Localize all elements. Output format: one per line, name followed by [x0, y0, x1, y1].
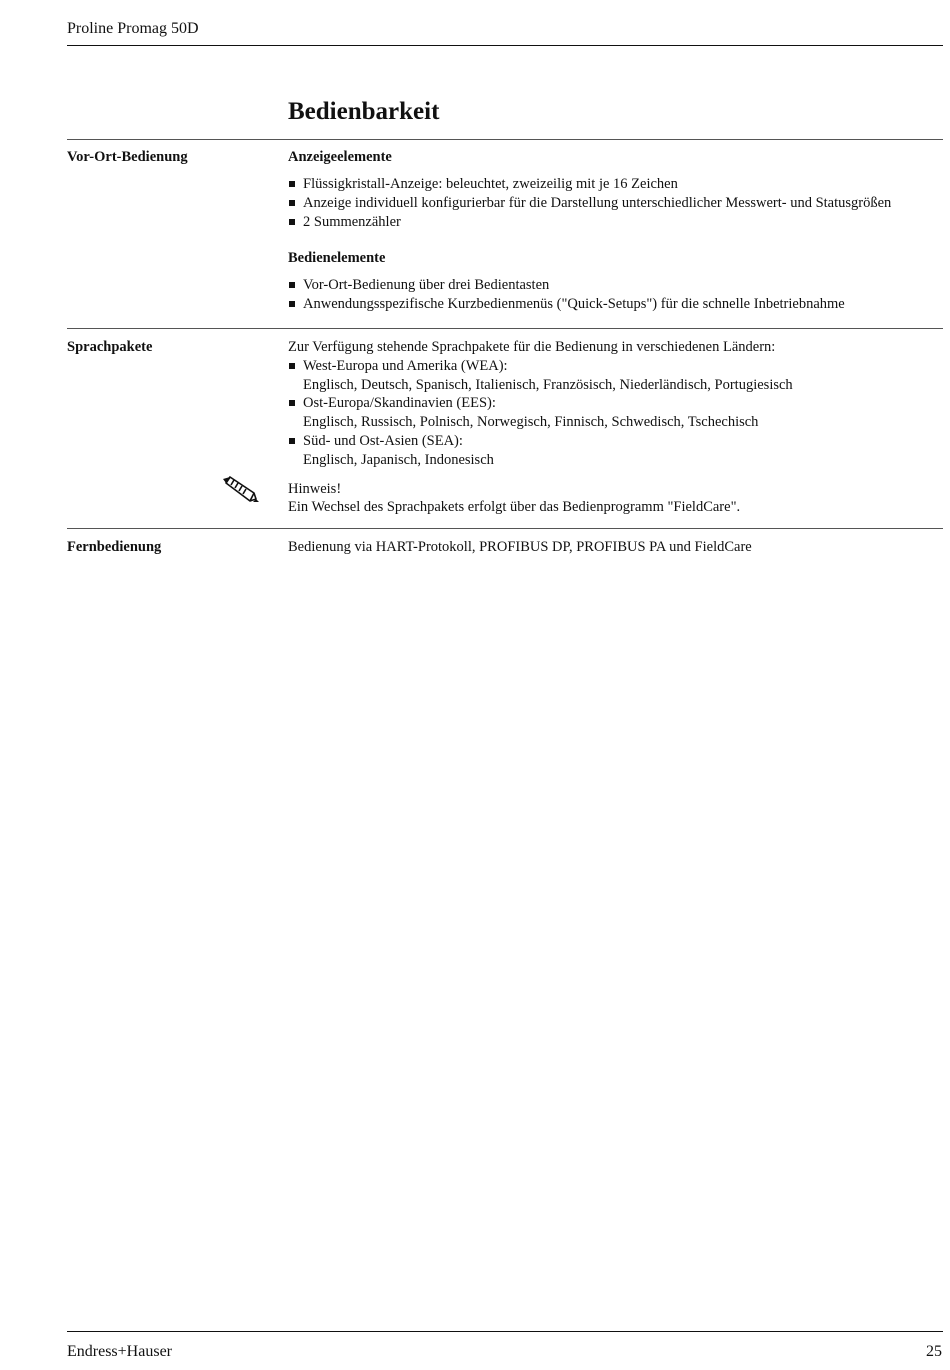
note-title: Hinweis!: [288, 480, 342, 497]
bullet-icon: [289, 438, 295, 444]
page-title: Bedienbarkeit: [288, 98, 440, 125]
control-elements-list: [288, 276, 943, 314]
footer-divider: [67, 1331, 943, 1332]
control-elements-heading: Bedienelemente: [288, 250, 386, 267]
list-item: Vor-Ort-Bedienung über drei Bedientasten: [288, 276, 943, 295]
bullet-icon: [289, 301, 295, 307]
bullet-icon: [289, 200, 295, 206]
display-elements-list: [288, 175, 943, 231]
section-divider: [67, 328, 943, 329]
section-label-remote-operation: Fernbedienung: [67, 539, 162, 555]
document-title: Proline Promag 50D: [67, 20, 199, 37]
language-packages-list: [288, 357, 943, 470]
section-languages: [288, 338, 943, 517]
header-divider: [67, 45, 943, 46]
language-package-name: Ost-Europa/Skandinavien (EES):: [303, 395, 496, 412]
language-package-languages: Englisch, Deutsch, Spanisch, Italienisch, Französisch, Niederländisch, Portugiesisch: [303, 376, 793, 393]
footer-company: Endress+Hauser: [67, 1343, 172, 1360]
section-label-local-operation: Vor-Ort-Bedienung: [67, 149, 188, 165]
section-divider: [67, 139, 943, 140]
list-item: [288, 357, 943, 395]
languages-intro: Zur Verfügung stehende Sprachpakete für die Bedienung in verschiedenen Ländern:: [288, 339, 776, 355]
list-item: Flüssigkristall-Anzeige: beleuchtet, zweizeilig mit je 16 Zeichen: [288, 175, 943, 194]
bullet-icon: [289, 363, 295, 369]
remote-operation-text: Bedienung via HART-Protokoll, PROFIBUS DP, PROFIBUS PA und FieldCare: [288, 539, 752, 555]
pencil-icon: [220, 473, 262, 507]
language-package-languages: Englisch, Russisch, Polnisch, Norwegisch, Finnisch, Schwedisch, Tschechisch: [303, 414, 759, 431]
section-divider: [67, 528, 943, 529]
list-item: 2 Summenzähler: [288, 213, 943, 232]
language-package-name: Süd- und Ost-Asien (SEA):: [303, 432, 463, 449]
note-text: Ein Wechsel des Sprachpakets erfolgt über das Bedienprogramm "FieldCare".: [288, 499, 741, 516]
list-item: [288, 432, 943, 470]
bullet-icon: [289, 282, 295, 288]
list-item: Anzeige individuell konfigurierbar für die Darstellung unterschiedlicher Messwert- und Statusgrößen: [288, 194, 943, 213]
display-elements-heading: Anzeigeelemente: [288, 149, 392, 165]
bullet-icon: [289, 181, 295, 187]
list-item: [288, 394, 943, 432]
note-block: [288, 480, 943, 518]
language-package-name: West-Europa und Amerika (WEA):: [303, 357, 508, 374]
bullet-icon: [289, 219, 295, 225]
section-label-languages: Sprachpakete: [67, 339, 153, 355]
section-local-operation: [288, 148, 943, 314]
language-package-languages: Englisch, Japanisch, Indonesisch: [303, 451, 494, 468]
bullet-icon: [289, 400, 295, 406]
list-item: Anwendungsspezifische Kurzbedienmenüs ("Quick-Setups") für die schnelle Inbetriebnahme: [288, 295, 943, 314]
section-remote-operation: [288, 538, 943, 557]
page-number: 25: [926, 1343, 942, 1360]
